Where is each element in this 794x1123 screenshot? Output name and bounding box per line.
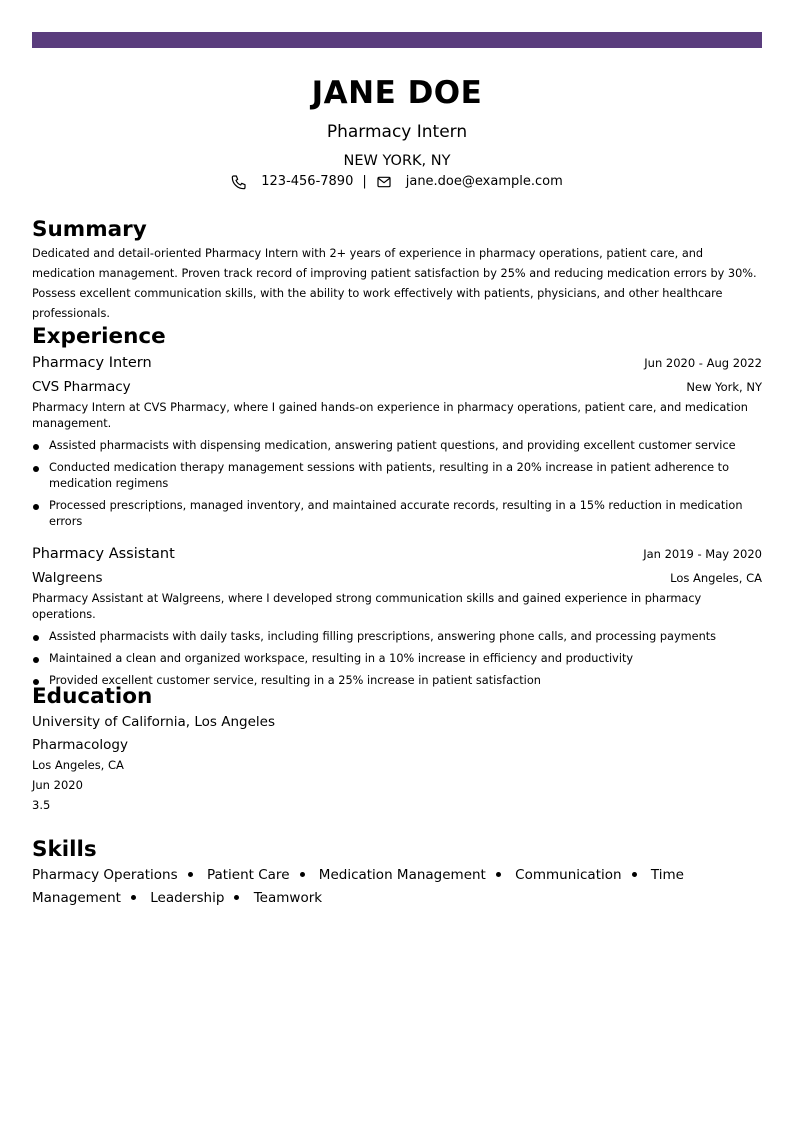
bullet-icon [33, 466, 39, 472]
skills-section [32, 836, 762, 910]
job-company-row [32, 568, 762, 588]
skill-item: Patient Care [206, 867, 290, 883]
skill-separator-dot [632, 872, 637, 877]
job-company: CVS Pharmacy [32, 379, 131, 395]
job-role: Pharmacy Assistant [32, 546, 175, 562]
email-address[interactable]: jane.doe@example.com [405, 174, 563, 189]
skills-list [32, 864, 762, 910]
list-item: Assisted pharmacists with dispensing medication, answering patient questions, and providing excellent customer service [32, 438, 762, 454]
summary-text: Dedicated and detail-oriented Pharmacy Intern with 2+ years of experience in pharmacy operations, patient care, and medication management. Proven track record of improving patient satisfaction by 25% and reducing medication errors by 30%. Possess excellent communication skills, with the ability to work effectively with patients, physicians, and other healthcare professionals. [32, 247, 757, 320]
job-location: New York, NY [686, 380, 762, 394]
job-dates: Jun 2020 - Aug 2022 [644, 356, 762, 370]
resume-page [32, 32, 762, 906]
list-item: Provided excellent customer service, resulting in a 25% increase in patient satisfaction [32, 673, 762, 689]
education-date: Jun 2020 [32, 778, 83, 792]
list-item: Conducted medication therapy management sessions with patients, resulting in a 20% increase in patient adherence to medication regimens [32, 460, 762, 492]
job-header-row [32, 353, 762, 373]
list-item: Assisted pharmacists with daily tasks, including filling prescriptions, answering phone calls, and processing payments [32, 629, 762, 645]
summary-heading: Summary [32, 217, 147, 242]
skill-item: Leadership [150, 890, 225, 906]
job-dates: Jan 2019 - May 2020 [643, 547, 762, 561]
skill-item: Medication Management [318, 867, 486, 883]
candidate-name: JANE DOE [311, 75, 483, 111]
job-description: Pharmacy Assistant at Walgreens, where I developed strong communication skills and gained experience in pharmacy operations. [32, 592, 702, 621]
skill-separator-dot [131, 895, 136, 900]
job-entry [32, 353, 762, 530]
phone-icon [231, 174, 247, 190]
education-section [32, 683, 762, 815]
job-location: Los Angeles, CA [670, 571, 762, 585]
job-description: Pharmacy Intern at CVS Pharmacy, where I gained hands-on experience in pharmacy operations, patient care, and medication management. [32, 401, 748, 430]
job-entry [32, 544, 762, 689]
contact-separator: | [362, 174, 367, 189]
job-company-row [32, 377, 762, 397]
skill-item: Pharmacy Operations [32, 867, 178, 883]
education-field: Pharmacology [32, 737, 128, 753]
contact-line [32, 172, 762, 192]
bullet-icon [33, 657, 39, 663]
skill-item: Communication [515, 867, 622, 883]
candidate-location: NEW YORK, NY [343, 153, 451, 169]
summary-section [32, 216, 762, 324]
education-heading: Education [32, 684, 153, 709]
skill-item: Teamwork [253, 890, 323, 906]
job-role: Pharmacy Intern [32, 355, 152, 371]
skill-separator-dot [234, 895, 239, 900]
skill-separator-dot [300, 872, 305, 877]
education-gpa: 3.5 [32, 798, 51, 812]
experience-heading: Experience [32, 324, 166, 349]
education-school: University of California, Los Angeles [32, 714, 276, 730]
skill-separator-dot [188, 872, 193, 877]
candidate-title: Pharmacy Intern [326, 122, 468, 142]
job-company: Walgreens [32, 570, 103, 586]
resume-header [32, 73, 762, 192]
job-bullets [32, 438, 762, 530]
job-bullets [32, 629, 762, 689]
mail-icon [376, 174, 392, 190]
bullet-icon [33, 444, 39, 450]
list-item: Processed prescriptions, managed inventory, and maintained accurate records, resulting in a 15% reduction in medication errors [32, 498, 762, 530]
skills-heading: Skills [32, 837, 97, 862]
skill-item: Time Management [32, 867, 684, 906]
job-header-row [32, 544, 762, 564]
experience-section [32, 323, 762, 689]
accent-bar [32, 32, 762, 48]
bullet-icon [33, 504, 39, 510]
skill-separator-dot [496, 872, 501, 877]
bullet-icon [33, 635, 39, 641]
phone-number[interactable]: 123-456-7890 [261, 174, 354, 189]
education-location: Los Angeles, CA [32, 758, 124, 772]
list-item: Maintained a clean and organized workspace, resulting in a 10% increase in efficiency and productivity [32, 651, 762, 667]
